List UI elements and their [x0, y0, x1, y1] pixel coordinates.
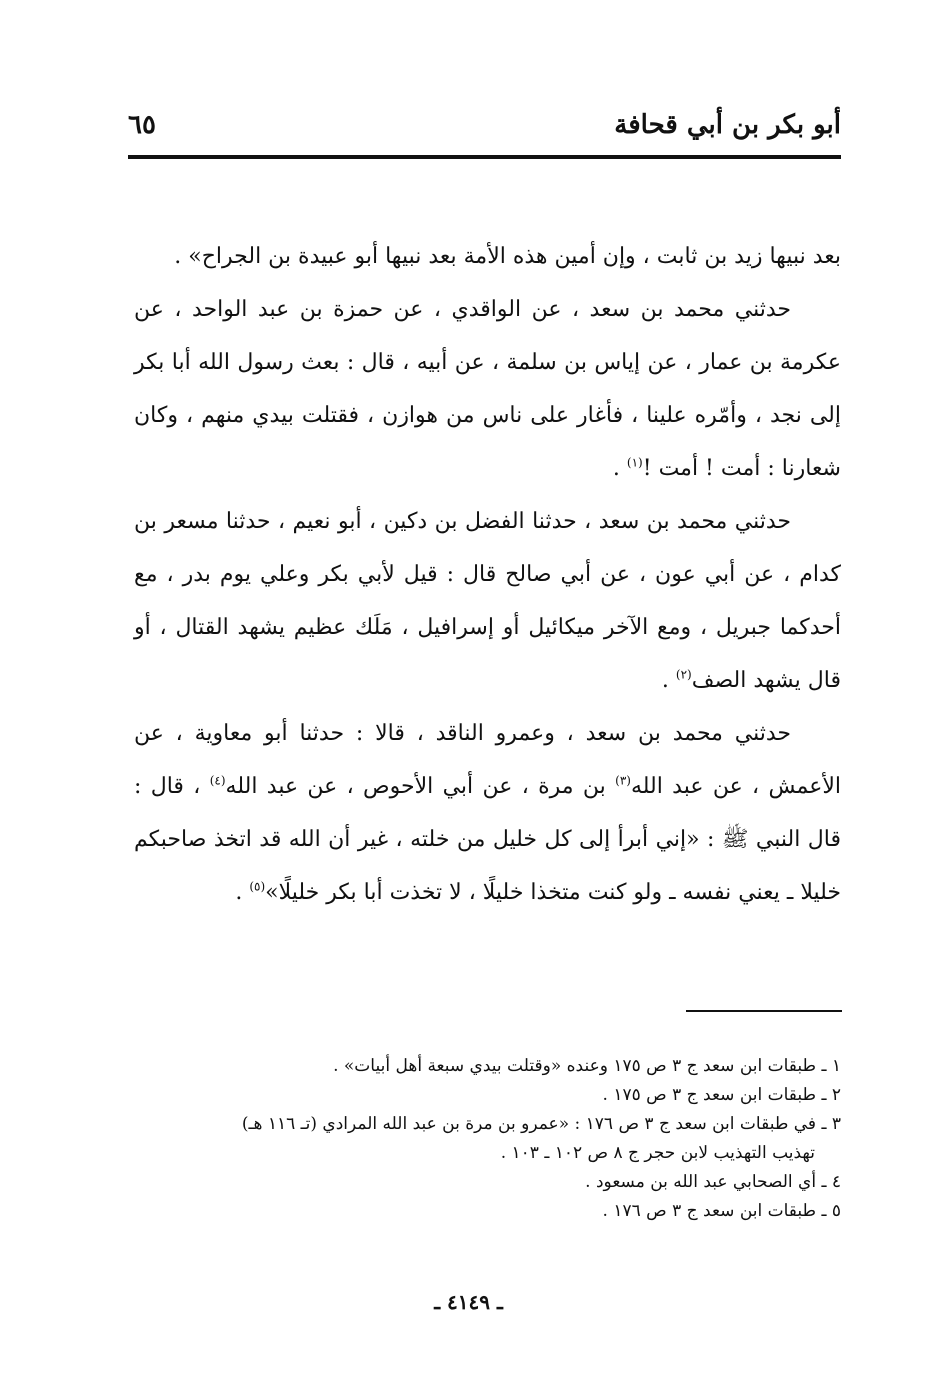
- header-rule: [128, 155, 841, 159]
- main-text: [134, 230, 841, 919]
- paragraph-text: حدثني محمد بن سعد ، حدثنا الفضل بن دكين ، أبو نعيم ، حدثنا مسعر بن كدام ، عن أبي عون ، عن أبي صالح قال : قيل لأبي بكر وعلي يوم بدر ، مع أحدكما جبريل ، ومع الآخر ميكائيل أو إسرافيل ، مَلَك عظيم يشهد القتال ، أو قال يشهد الصف: [134, 509, 841, 693]
- paragraph-1: [134, 230, 841, 283]
- footnote-3-continuation: تهذيب التهذيب لابن حجر ج ٨ ص ١٠٢ ـ ١٠٣ .: [500, 1143, 815, 1163]
- footnotes: [134, 1052, 841, 1226]
- footnote-2: ٢ ـ طبقات ابن سعد ج ٣ ص ١٧٥ .: [602, 1085, 841, 1105]
- running-title: أبو بكر بن أبي قحافة: [614, 110, 841, 140]
- paragraph-text: حدثني محمد بن سعد ، وعمرو الناقد ، قالا : حدثنا أبو معاوية ، عن الأعمش ، عن عبد الله: [134, 721, 842, 799]
- footnote-ref[interactable]: (٣): [615, 773, 631, 788]
- paragraph-text: بن مرة ، عن أبي الأحوص ، عن عبد الله: [225, 774, 616, 799]
- paragraph-text: ، قال : قال النبي ﷺ : «إني أبرأ إلى كل خليل من خلته ، غير أن الله قد اتخذ صاحبكم خليلا ـ يعني نفسه ـ ولو كنت متخذا خليلًا ، لا تخذت أبا بكر خليلًا»: [134, 774, 841, 905]
- running-header: [128, 106, 841, 152]
- paragraph-3: [134, 495, 841, 707]
- footnote-separator: [686, 1010, 842, 1012]
- paragraph-tail: .: [661, 668, 676, 693]
- paragraph-2: [134, 283, 841, 495]
- paragraph-4: [134, 707, 841, 919]
- footnote-ref[interactable]: (٢): [675, 667, 692, 682]
- paragraph-tail: .: [612, 456, 627, 481]
- footnote-4: ٤ ـ أي الصحابي عبد الله بن مسعود .: [585, 1172, 841, 1192]
- footnote-5: ٥ ـ طبقات ابن سعد ج ٣ ص ١٧٦ .: [602, 1201, 841, 1221]
- footnote-ref[interactable]: (٤): [209, 773, 226, 788]
- footnote-ref[interactable]: (١): [626, 455, 643, 470]
- paragraph-tail: .: [235, 880, 250, 905]
- footnote-3: ٣ ـ في طبقات ابن سعد ج ٣ ص ١٧٦ : «عمرو بن مرة بن عبد الله المرادي (تـ ١١٦ هـ): [241, 1114, 841, 1134]
- footnote-1: ١ ـ طبقات ابن سعد ج ٣ ص ١٧٥ وعنده «وقتلت بيدي سبعة أهل أبيات» .: [333, 1056, 841, 1076]
- footnote-ref[interactable]: (٥): [249, 879, 266, 894]
- paragraph-text: بعد نبيها زيد بن ثابت ، وإن أمين هذه الأمة بعد نبيها أبو عبيدة بن الجراح» .: [174, 244, 841, 269]
- paragraph-text: حدثني محمد بن سعد ، عن الواقدي ، عن حمزة بن عبد الواحد ، عن عكرمة بن عمار ، عن إياس بن سلمة ، عن أبيه ، قال : بعث رسول الله أبا بكر إلى نجد ، وأمّره علينا ، فأغار على ناس من هوازن ، فقتلت بيدي منهم ، وكان شعارنا : أمت ! أمت !: [134, 297, 841, 481]
- page-number: ـ ٤١٤٩ ـ: [434, 1290, 503, 1314]
- chapter-page-ref: ٦٥: [128, 110, 156, 140]
